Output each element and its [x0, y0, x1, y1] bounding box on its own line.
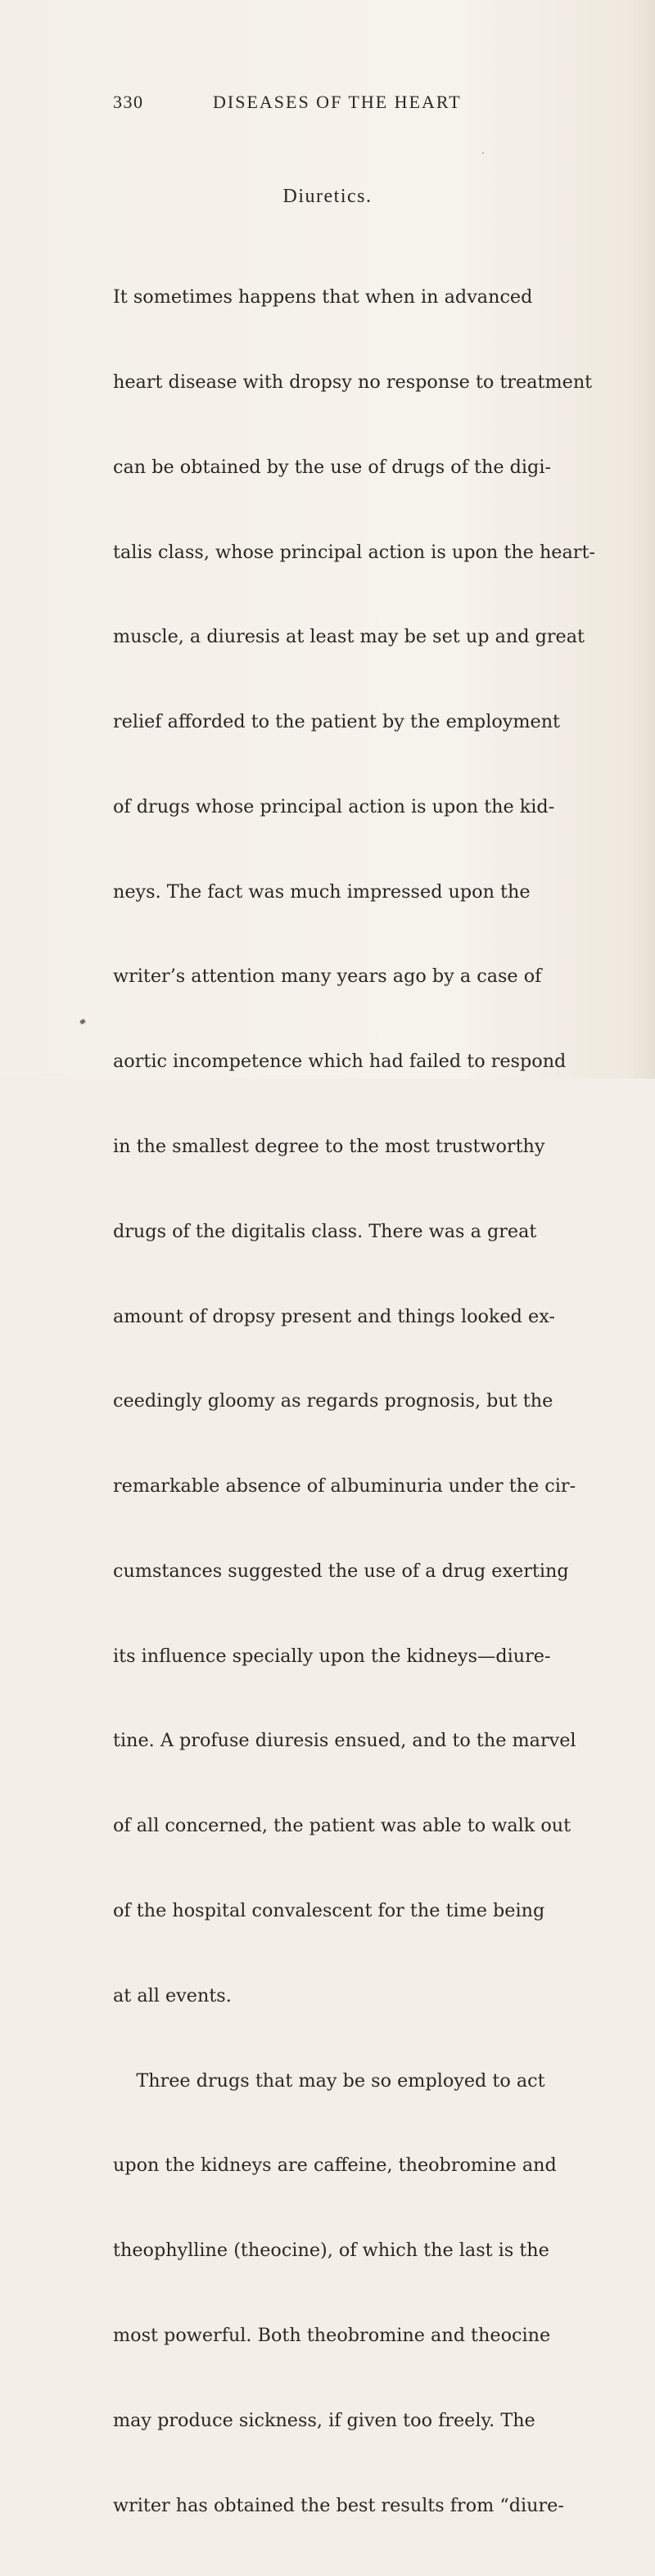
text-line: writer’s attention many years ago by a case of	[113, 966, 542, 988]
text-line: upon the kidneys are caffeine, theobromine and	[113, 2155, 557, 2177]
text-line: tine. A profuse diuresis ensued, and to the marvel	[113, 1730, 576, 1752]
text-line: talis class, whose principal action is upon the heart-	[113, 541, 595, 563]
text-line: heart disease with dropsy no response to treatment	[113, 371, 593, 393]
text-line: at all events.	[113, 1984, 232, 2006]
page-header	[113, 92, 571, 116]
ink-mark	[79, 1019, 86, 1025]
text-line: of the hospital convalescent for the time being	[113, 1900, 545, 1922]
text-line: muscle, a diuresis at least may be set up and great	[113, 626, 585, 648]
text-line: may produce sickness, if given too freely. The	[113, 2409, 535, 2431]
text-line: It sometimes happens that when in advanced	[113, 286, 533, 308]
paper-speck	[482, 152, 484, 154]
page-number: 330	[113, 92, 144, 112]
section-title: Diuretics.	[282, 186, 373, 207]
text-line: relief afforded to the patient by the employment	[113, 711, 561, 733]
text-line: aortic incompetence which had failed to respond	[113, 1051, 567, 1073]
text-line: amount of dropsy present and things looked ex-	[113, 1305, 555, 1327]
text-line: remarkable absence of albuminuria under the cir-	[113, 1475, 576, 1497]
body-text	[113, 227, 604, 2576]
text-line: writer has obtained the best results from “diure-	[113, 2494, 564, 2516]
text-line: neys. The fact was much impressed upon the	[113, 880, 531, 903]
text-line: of all concerned, the patient was able to walk out	[113, 1815, 571, 1837]
running-head: DISEASES OF THE HEART	[213, 92, 462, 112]
text-line: Three drugs that may be so employed to act	[113, 2069, 545, 2092]
text-line: drugs of the digitalis class. There was a great	[113, 1220, 537, 1242]
text-line: of drugs whose principal action is upon the kid-	[113, 795, 555, 817]
text-line: theophylline (theocine), of which the last is the	[113, 2240, 549, 2262]
text-line: cumstances suggested the use of a drug exerting	[113, 1560, 569, 1582]
text-line: its influence specially upon the kidneys—diure-	[113, 1645, 551, 1667]
text-line: most powerful. Both theobromine and theocine	[113, 2324, 551, 2346]
text-line: can be obtained by the use of drugs of the digi-	[113, 456, 551, 478]
text-line: in the smallest degree to the most trustworthy	[113, 1136, 545, 1157]
text-line: ceedingly gloomy as regards prognosis, but the	[113, 1390, 553, 1412]
